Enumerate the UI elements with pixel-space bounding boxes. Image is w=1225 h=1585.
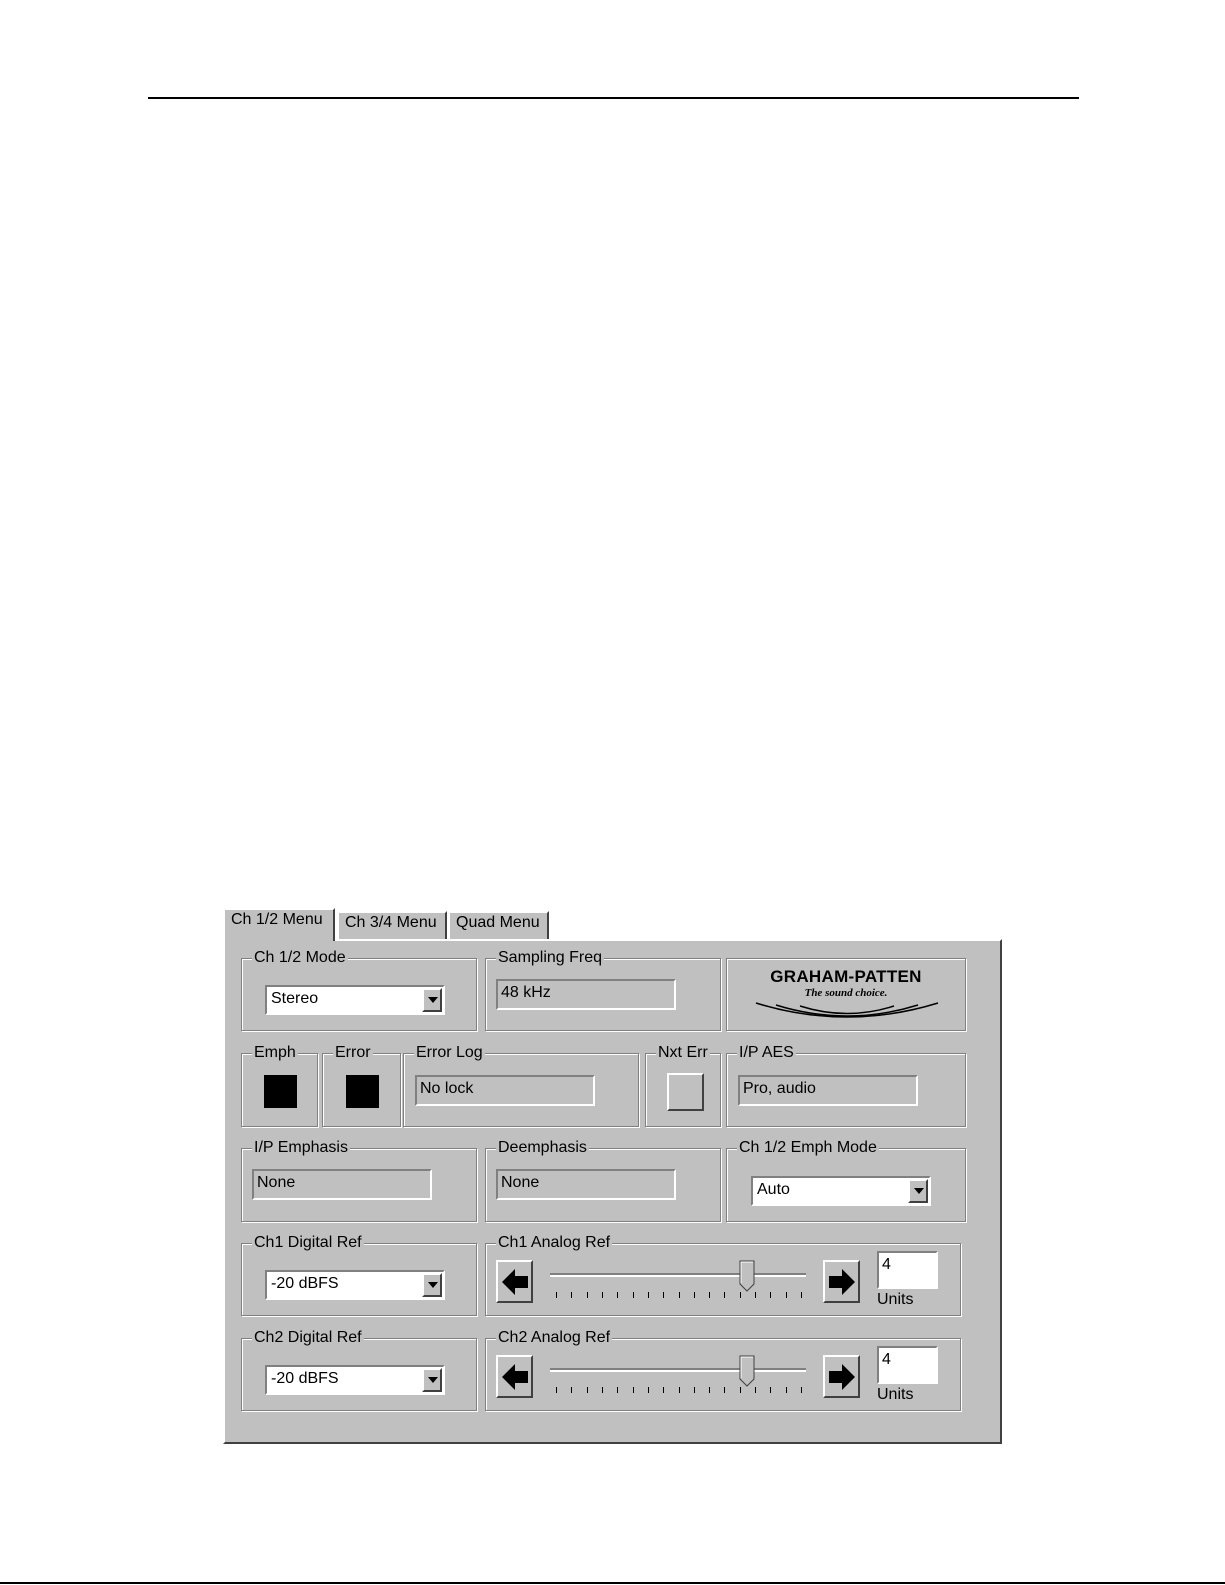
slider-tick bbox=[587, 1387, 588, 1393]
ch2-increase-button[interactable] bbox=[823, 1355, 860, 1398]
ch2-slider-thumb[interactable] bbox=[739, 1355, 755, 1387]
ip-aes-group bbox=[726, 1044, 966, 1127]
slider-tick bbox=[602, 1387, 603, 1393]
error-indicator bbox=[346, 1075, 379, 1108]
group-label: Deemphasis bbox=[498, 1139, 587, 1156]
slider-tick bbox=[663, 1292, 664, 1298]
slider-tick bbox=[770, 1387, 771, 1393]
slider-tick bbox=[755, 1292, 756, 1298]
brand-logo-text: GRAHAM-PATTEN bbox=[770, 967, 922, 986]
chevron-down-icon[interactable] bbox=[422, 988, 442, 1012]
slider-tick bbox=[679, 1387, 680, 1393]
slider-tick bbox=[617, 1292, 618, 1298]
chevron-down-icon[interactable] bbox=[908, 1179, 928, 1203]
tab-label: Ch 3/4 Menu bbox=[345, 914, 437, 931]
slider-tick bbox=[709, 1387, 710, 1393]
error-group bbox=[322, 1044, 401, 1127]
slider-tick bbox=[694, 1387, 695, 1393]
ch12-emph-mode-group bbox=[726, 1139, 966, 1222]
ch1-slider-track[interactable] bbox=[550, 1273, 806, 1277]
group-label: Sampling Freq bbox=[498, 949, 603, 966]
chevron-down-icon[interactable] bbox=[422, 1368, 442, 1392]
slider-tick bbox=[801, 1292, 802, 1298]
readout-value: None bbox=[501, 1174, 540, 1191]
tab-ch34-menu[interactable] bbox=[337, 911, 447, 939]
slider-tick bbox=[556, 1292, 557, 1298]
tab-quad-menu[interactable] bbox=[448, 911, 549, 939]
ch1-digital-ref-select[interactable] bbox=[265, 1270, 445, 1300]
ip-emphasis-readout bbox=[252, 1169, 432, 1200]
select-value: -20 dBFS bbox=[271, 1370, 339, 1387]
slider-tick bbox=[770, 1292, 771, 1298]
group-label: Ch1 Digital Ref bbox=[254, 1234, 362, 1251]
arrow-left-icon bbox=[500, 1362, 530, 1392]
sampling-freq-readout bbox=[496, 979, 676, 1010]
slider-tick bbox=[724, 1387, 725, 1393]
error-log-readout bbox=[415, 1075, 595, 1106]
ch12-emph-mode-select[interactable] bbox=[751, 1176, 931, 1206]
readout-value: None bbox=[257, 1174, 296, 1191]
tab-label: Ch 1/2 Menu bbox=[231, 911, 323, 928]
group-label: Error bbox=[335, 1044, 371, 1061]
slider-tick bbox=[587, 1292, 588, 1298]
ch1-analog-ref-group bbox=[485, 1234, 961, 1316]
ch2-analog-ref-input[interactable] bbox=[877, 1346, 938, 1384]
next-error-button[interactable] bbox=[667, 1073, 704, 1111]
input-value: 4 bbox=[882, 1256, 891, 1273]
slider-tick bbox=[633, 1387, 634, 1393]
readout-value: Pro, audio bbox=[743, 1080, 816, 1097]
ch12-mode-group bbox=[241, 949, 477, 1031]
page-footer-rule bbox=[0, 1582, 1225, 1584]
emph-group bbox=[241, 1044, 318, 1127]
slider-tick bbox=[663, 1387, 664, 1393]
chevron-down-icon[interactable] bbox=[422, 1273, 442, 1297]
slider-tick bbox=[724, 1292, 725, 1298]
group-label: Ch2 Analog Ref bbox=[498, 1329, 611, 1346]
group-label: Ch 1/2 Emph Mode bbox=[739, 1139, 877, 1156]
ch1-analog-ref-input[interactable] bbox=[877, 1251, 938, 1289]
group-label: Nxt Err bbox=[658, 1044, 708, 1061]
slider-tick bbox=[801, 1387, 802, 1393]
slider-tick bbox=[709, 1292, 710, 1298]
ip-emphasis-group bbox=[241, 1139, 477, 1222]
slider-tick bbox=[694, 1292, 695, 1298]
group-label: Error Log bbox=[416, 1044, 483, 1061]
slider-tick bbox=[556, 1387, 557, 1393]
nxt-err-group bbox=[645, 1044, 721, 1127]
units-label: Units bbox=[877, 1386, 914, 1403]
slider-tick bbox=[648, 1292, 649, 1298]
sound-waves-logo-icon bbox=[752, 999, 942, 1027]
group-label: Ch 1/2 Mode bbox=[254, 949, 346, 966]
arrow-left-icon bbox=[500, 1267, 530, 1297]
group-label: I/P Emphasis bbox=[254, 1139, 348, 1156]
slider-tick bbox=[633, 1292, 634, 1298]
units-label: Units bbox=[877, 1291, 914, 1308]
slider-tick bbox=[602, 1292, 603, 1298]
slider-tick bbox=[648, 1387, 649, 1393]
brand-tagline: The sound choice. bbox=[804, 987, 888, 999]
ch1-slider-thumb[interactable] bbox=[739, 1260, 755, 1292]
readout-value: No lock bbox=[420, 1080, 474, 1097]
slider-tick bbox=[786, 1387, 787, 1393]
sampling-freq-group bbox=[485, 949, 721, 1031]
group-label: Emph bbox=[254, 1044, 296, 1061]
slider-tick bbox=[740, 1292, 741, 1298]
group-label: Ch2 Digital Ref bbox=[254, 1329, 362, 1346]
slider-tick bbox=[755, 1387, 756, 1393]
tab-label: Quad Menu bbox=[456, 914, 540, 931]
slider-tick bbox=[571, 1292, 572, 1298]
deemphasis-readout bbox=[496, 1169, 676, 1200]
select-value: -20 dBFS bbox=[271, 1275, 339, 1292]
slider-tick bbox=[740, 1387, 741, 1393]
ch1-slider-ticks bbox=[556, 1292, 802, 1300]
ch2-digital-ref-group bbox=[241, 1329, 477, 1411]
input-value: 4 bbox=[882, 1351, 891, 1368]
arrow-right-icon bbox=[827, 1267, 857, 1297]
settings-panel bbox=[223, 939, 1002, 1444]
tab-ch12-menu[interactable] bbox=[223, 908, 335, 941]
emph-indicator bbox=[264, 1075, 297, 1108]
select-value: Auto bbox=[757, 1181, 790, 1198]
slider-tick bbox=[679, 1292, 680, 1298]
arrow-right-icon bbox=[827, 1362, 857, 1392]
ch12-mode-select[interactable] bbox=[265, 985, 445, 1015]
ch1-increase-button[interactable] bbox=[823, 1260, 860, 1303]
deemphasis-group bbox=[485, 1139, 721, 1222]
logo-box bbox=[726, 958, 966, 1031]
ch1-decrease-button[interactable] bbox=[496, 1260, 533, 1303]
group-label: I/P AES bbox=[739, 1044, 794, 1061]
select-value: Stereo bbox=[271, 990, 319, 1007]
ch2-analog-ref-group bbox=[485, 1329, 961, 1411]
error-log-group bbox=[403, 1044, 639, 1127]
readout-value: 48 kHz bbox=[501, 984, 551, 1001]
ch2-slider-ticks bbox=[556, 1387, 802, 1395]
ch1-digital-ref-group bbox=[241, 1234, 477, 1316]
ch2-digital-ref-select[interactable] bbox=[265, 1365, 445, 1395]
slider-tick bbox=[786, 1292, 787, 1298]
ip-aes-readout bbox=[738, 1075, 918, 1106]
ch2-slider-track[interactable] bbox=[550, 1368, 806, 1372]
slider-tick bbox=[571, 1387, 572, 1393]
slider-tick bbox=[617, 1387, 618, 1393]
page-header-rule bbox=[148, 97, 1079, 99]
ch2-decrease-button[interactable] bbox=[496, 1355, 533, 1398]
group-label: Ch1 Analog Ref bbox=[498, 1234, 611, 1251]
